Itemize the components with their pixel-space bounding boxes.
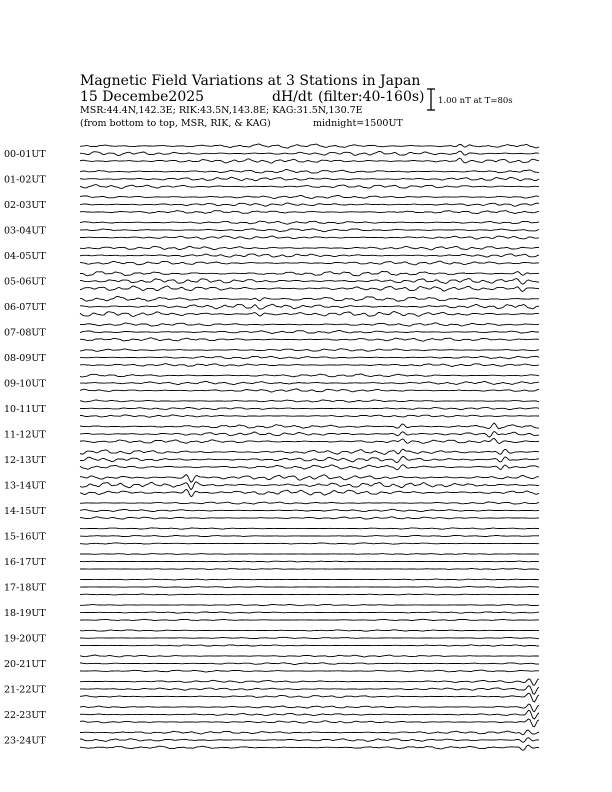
trace-rik bbox=[80, 432, 539, 438]
hour-label: 11-12UT bbox=[4, 429, 46, 441]
hour-label: 22-23UT bbox=[4, 710, 46, 721]
hour-label: 23-24UT bbox=[4, 735, 46, 747]
trace-rik bbox=[80, 254, 539, 257]
stations-line: MSR:44.4N,142.3E; RIK:43.5N,143.8E; KAG:31.5N,130.7E bbox=[80, 105, 363, 116]
trace-kag bbox=[80, 730, 539, 735]
trace-kag bbox=[80, 221, 539, 224]
trace-msr bbox=[80, 569, 539, 570]
trace-rik bbox=[80, 356, 539, 359]
midnight-line: midnight=1500UT bbox=[313, 118, 403, 129]
hour-label: 12-13UT bbox=[4, 455, 46, 466]
trace-kag bbox=[80, 630, 539, 631]
trace-msr bbox=[80, 719, 539, 727]
hour-label: 19-20UT bbox=[4, 633, 46, 645]
trace-rik bbox=[80, 612, 539, 613]
trace-rows bbox=[4, 144, 539, 750]
trace-kag bbox=[80, 704, 539, 712]
trace-rik bbox=[80, 177, 539, 181]
trace-kag bbox=[80, 323, 539, 326]
hour-label: 01-02UT bbox=[4, 174, 46, 186]
hour-label: 00-01UT bbox=[4, 149, 46, 160]
trace-kag bbox=[80, 502, 539, 504]
chart-quantity: dH/dt bbox=[272, 89, 313, 105]
trace-kag bbox=[80, 679, 539, 685]
trace-kag bbox=[80, 604, 539, 605]
trace-rik bbox=[80, 279, 539, 285]
trace-kag bbox=[80, 449, 539, 454]
trace-kag bbox=[80, 655, 539, 657]
chart-filter: (filter:40-160s) bbox=[318, 89, 425, 105]
trace-kag bbox=[80, 554, 539, 555]
trace-kag bbox=[80, 528, 539, 529]
chart-title: Magnetic Field Variations at 3 Stations in Japan bbox=[80, 73, 421, 89]
trace-msr bbox=[80, 670, 539, 672]
trace-kag bbox=[80, 475, 539, 483]
trace-msr bbox=[80, 364, 539, 367]
trace-rik bbox=[80, 482, 539, 490]
trace-kag bbox=[80, 374, 539, 377]
trace-kag bbox=[80, 400, 539, 402]
hour-label: 15-16UT bbox=[4, 531, 46, 543]
trace-msr bbox=[80, 158, 539, 163]
hour-label: 17-18UT bbox=[4, 582, 46, 594]
trace-msr bbox=[80, 517, 539, 519]
trace-msr bbox=[80, 415, 539, 417]
chart-date: 15 Decembe2025 bbox=[80, 89, 205, 105]
trace-msr bbox=[80, 645, 539, 646]
scale-label: 1.00 nT at T=80s bbox=[438, 96, 513, 106]
trace-msr bbox=[80, 594, 539, 595]
trace-msr bbox=[80, 619, 539, 620]
trace-msr bbox=[80, 745, 539, 750]
trace-msr bbox=[80, 338, 539, 342]
trace-msr bbox=[80, 389, 539, 392]
trace-kag bbox=[80, 296, 539, 301]
trace-kag bbox=[80, 195, 539, 198]
hour-label: 21-22UT bbox=[4, 684, 46, 696]
trace-rik bbox=[80, 686, 539, 695]
trace-msr bbox=[80, 185, 539, 189]
hour-label: 03-04UT bbox=[4, 225, 46, 237]
trace-kag bbox=[80, 349, 539, 352]
trace-msr bbox=[80, 312, 539, 317]
trace-msr bbox=[80, 286, 539, 292]
trace-rik bbox=[80, 561, 539, 562]
trace-msr bbox=[80, 211, 539, 214]
trace-rik bbox=[80, 330, 539, 333]
trace-kag bbox=[80, 144, 539, 148]
hour-label: 18-19UT bbox=[4, 608, 46, 619]
trace-msr bbox=[80, 236, 539, 239]
trace-rik bbox=[80, 381, 539, 384]
hour-label: 04-05UT bbox=[4, 251, 46, 262]
order-line: (from bottom to top, MSR, RIK, & KAG) bbox=[80, 118, 271, 129]
trace-rik bbox=[80, 407, 539, 409]
hour-label: 02-03UT bbox=[4, 200, 46, 211]
scale-bar bbox=[427, 89, 435, 110]
hour-label: 13-14UT bbox=[4, 480, 46, 492]
trace-msr bbox=[80, 438, 539, 443]
trace-rik bbox=[80, 457, 539, 463]
trace-rik bbox=[80, 229, 539, 232]
trace-rik bbox=[80, 203, 539, 206]
trace-rik bbox=[80, 304, 539, 309]
hour-label: 14-15UT bbox=[4, 506, 46, 517]
trace-msr bbox=[80, 465, 539, 470]
trace-rik bbox=[80, 637, 539, 638]
hour-label: 08-09UT bbox=[4, 353, 46, 364]
trace-rik bbox=[80, 738, 539, 743]
trace-rik bbox=[80, 587, 539, 588]
hour-label: 07-08UT bbox=[4, 327, 46, 339]
trace-kag bbox=[80, 246, 539, 250]
trace-kag bbox=[80, 170, 539, 174]
hour-label: 20-21UT bbox=[4, 659, 46, 670]
trace-kag bbox=[80, 272, 539, 276]
trace-msr bbox=[80, 693, 539, 702]
hour-label: 09-10UT bbox=[4, 378, 46, 390]
trace-kag bbox=[80, 423, 539, 429]
trace-msr bbox=[80, 261, 539, 265]
trace-rik bbox=[80, 710, 539, 719]
hour-label: 06-07UT bbox=[4, 302, 46, 313]
hour-label: 10-11UT bbox=[4, 404, 46, 415]
trace-msr bbox=[80, 543, 539, 544]
trace-msr bbox=[80, 489, 539, 496]
trace-kag bbox=[80, 579, 539, 580]
trace-rik bbox=[80, 151, 539, 156]
hour-label: 16-17UT bbox=[4, 557, 46, 568]
hour-label: 05-06UT bbox=[4, 276, 46, 288]
trace-rik bbox=[80, 663, 539, 665]
trace-rik bbox=[80, 535, 539, 536]
trace-rik bbox=[80, 509, 539, 511]
